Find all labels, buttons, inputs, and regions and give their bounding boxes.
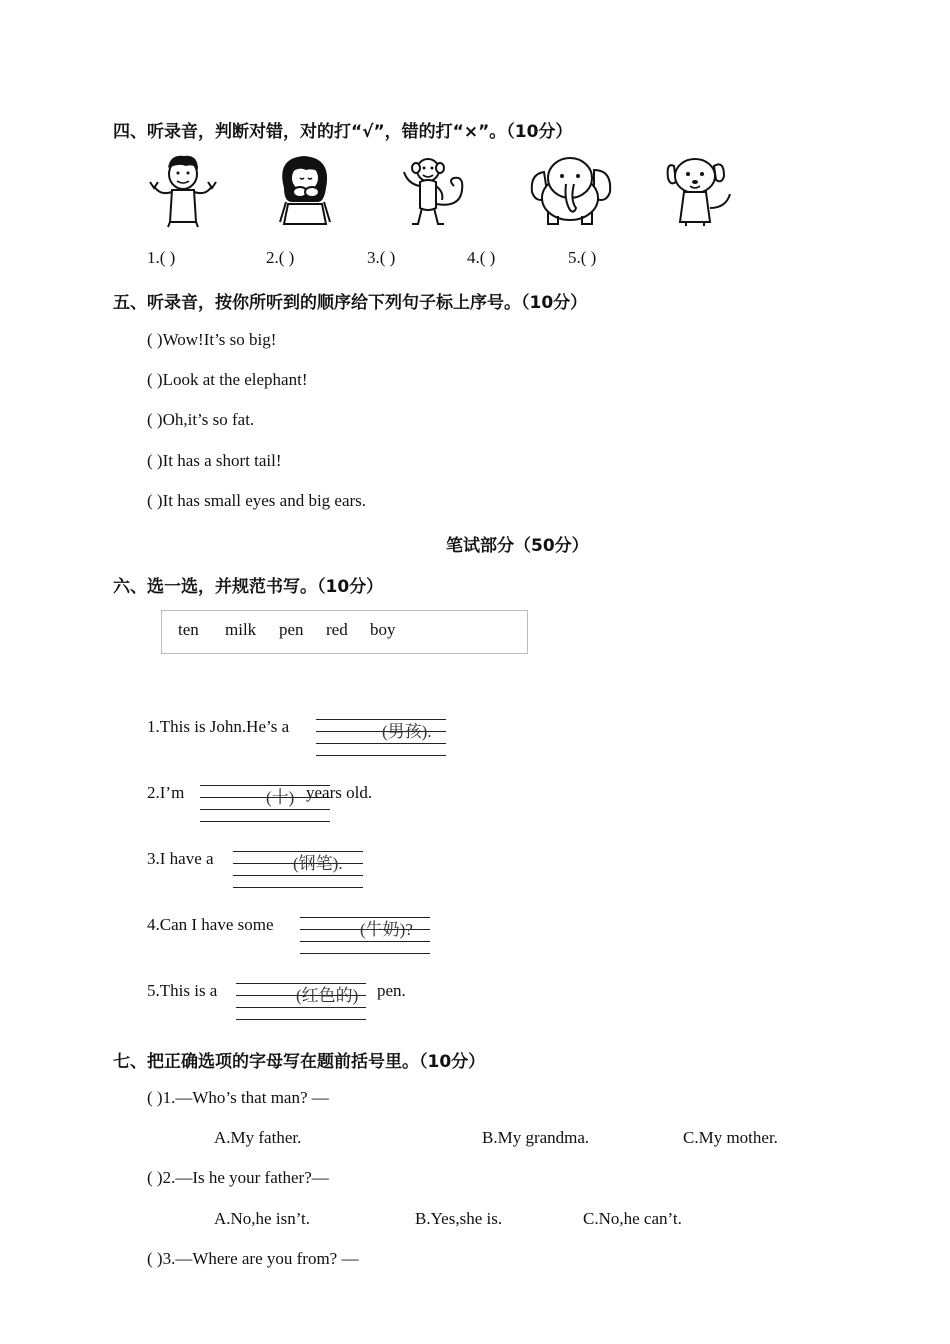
answer-blank[interactable] (233, 849, 363, 887)
word-bank-word: pen (279, 620, 304, 639)
list-item: ( )Oh,it’s so fat. (147, 410, 255, 429)
section4-heading: 四、听录音，判断对错，对的打“√”，错的打“×”。（10分） (113, 122, 573, 142)
girl-eating-icon (272, 152, 338, 228)
chinese-hint: (男孩). (382, 722, 432, 741)
picture-1-label: 1.( ) (147, 248, 176, 267)
monkey-icon (400, 152, 472, 228)
answer-blank[interactable] (316, 717, 446, 755)
word-bank-word: boy (370, 620, 396, 639)
fill-item-text: 4.Can I have some (147, 915, 274, 934)
list-item: ( )It has small eyes and big ears. (147, 491, 367, 510)
option-b: B.My grandma. (482, 1128, 590, 1147)
chinese-hint: (红色的) (296, 986, 359, 1005)
chinese-hint: (牛奶)? (360, 920, 413, 939)
fill-item-text: years old. (306, 783, 373, 802)
boy-shrugging-icon (142, 152, 222, 228)
chinese-hint: (十) (266, 788, 295, 807)
answer-blank[interactable] (236, 981, 366, 1019)
chinese-hint: (钢笔). (293, 854, 343, 873)
picture-5-label: 5.( ) (568, 248, 597, 267)
list-item: ( )It has a short tail! (147, 451, 282, 470)
question-text: ( )3.—Where are you from? — (147, 1249, 359, 1268)
question-text: ( )2.—Is he your father?— (147, 1168, 329, 1187)
fill-item-text: 1.This is John.He’s a (147, 717, 290, 736)
picture-3-label: 3.( ) (367, 248, 396, 267)
list-item: ( )Wow!It’s so big! (147, 330, 277, 349)
word-bank (161, 610, 528, 654)
fill-item-text: 3.I have a (147, 849, 214, 868)
fill-item-text: 5.This is a (147, 981, 218, 1000)
option-c: C.No,he can’t. (583, 1209, 682, 1228)
written-part-title: 笔试部分（50分） (446, 536, 589, 556)
question-text: ( )1.—Who’s that man? — (147, 1088, 329, 1107)
word-bank-word: milk (225, 620, 257, 639)
word-bank-word: red (326, 620, 348, 639)
option-a: A.No,he isn’t. (214, 1209, 311, 1228)
fill-item-text: pen. (377, 981, 406, 1000)
list-item: ( )Look at the elephant! (147, 370, 308, 389)
elephant-icon (528, 152, 614, 228)
word-bank-word: ten (178, 620, 199, 639)
picture-4-label: 4.( ) (467, 248, 496, 267)
option-a: A.My father. (214, 1128, 302, 1147)
fill-item-text: 2.I’m (147, 783, 185, 802)
answer-blank[interactable] (300, 915, 430, 953)
option-b: B.Yes,she is. (415, 1209, 503, 1228)
section6-heading: 六、选一选，并规范书写。（10分） (113, 577, 384, 597)
section7-heading: 七、把正确选项的字母写在题前括号里。（10分） (113, 1052, 486, 1072)
section5-heading: 五、听录音，按你所听到的顺序给下列句子标上序号。（10分） (113, 293, 588, 313)
picture-2-label: 2.( ) (266, 248, 295, 267)
dog-icon (664, 152, 734, 228)
option-c: C.My mother. (683, 1128, 778, 1147)
